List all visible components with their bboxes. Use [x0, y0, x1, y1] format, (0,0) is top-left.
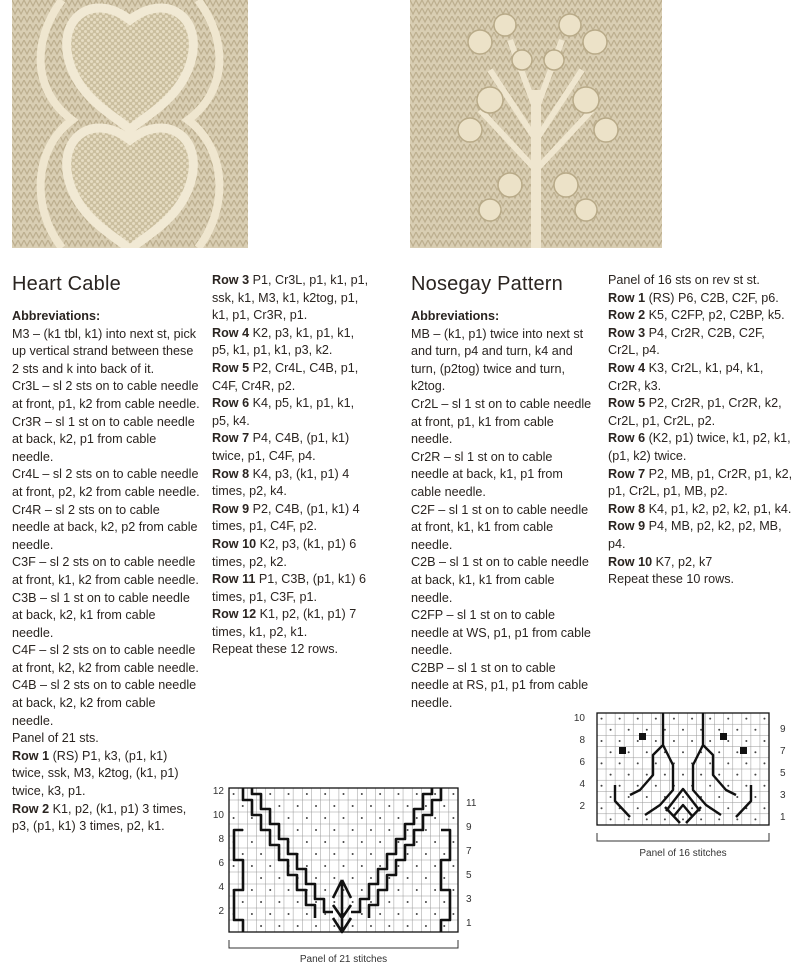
heart-chart-row-number: 5 [466, 870, 472, 881]
heart-chart-row-number: 12 [212, 786, 224, 797]
heart-panel-info: Panel of 21 sts. [12, 731, 99, 746]
nosegay-chart-row-number: 9 [780, 724, 786, 735]
heart-row-10: Row 10 K2, p3, (k1, p1) 6 times, p2, k2. [212, 536, 357, 569]
abbrev-c2fp: C2FP – sl 1 st on to cable needle at WS, p1, p1 from cable needle. [411, 608, 591, 658]
heart-row-9: Row 9 P2, C4B, (p1, k1) 4 times, p1, C4F, p2. [212, 501, 360, 534]
nosegay-column-1 [411, 272, 593, 713]
nosegay-chart-bracket [597, 833, 769, 841]
heart-cable-photo [12, 0, 248, 248]
abbrev-c4b: C4B – sl 2 sts on to cable needle at back, k2, k2 from cable needle. [12, 678, 197, 728]
nosegay-chart-row-number: 2 [579, 801, 585, 812]
heart-abbreviations-heading: Abbreviations: [12, 309, 101, 323]
nosegay-panel-info: Panel of 16 sts on rev st st. [608, 273, 760, 287]
heart-row-6: Row 6 K4, p5, k1, p1, k1, p5, k4. [212, 396, 355, 428]
abbrev-cr4l: Cr4L – sl 2 sts on to cable needle at front, p2, k2 from cable needle. [12, 467, 200, 499]
abbrev-m3: M3 – (k1 tbl, k1) into next st, pick up vertical strand between these 2 sts and k into back of it. [12, 326, 197, 376]
nosegay-chart-row-number: 3 [780, 790, 786, 801]
nosegay-chart [570, 705, 800, 870]
abbrev-c2b: C2B – sl 1 st on to cable needle at back, k1, k1 from cable needle. [411, 555, 589, 605]
heart-chart-row-number: 11 [466, 798, 477, 809]
bobble-symbol [740, 747, 747, 754]
abbrev-c2bp: C2BP – sl 1 st on to cable needle at RS, p1, p1 from cable needle. [411, 660, 589, 711]
heart-chart-row-number: 2 [218, 906, 224, 917]
nosegay-row-4: Row 4 K3, Cr2L, k1, p4, k1, Cr2R, k3. [608, 360, 764, 393]
abbrev-c3b: C3B – sl 1 st on to cable needle at back, k2, k1 from cable needle. [12, 590, 190, 640]
heart-chart-row-number: 1 [466, 918, 472, 929]
heart-row-3: Row 3 P1, Cr3L, p1, k1, p1, ssk, k1, M3, k1, k2tog, p1, k1, p1, Cr3R, p1. [212, 273, 369, 323]
nosegay-row-6: Row 6 (K2, p1) twice, k1, p2, k1, (p1, k2) twice. [608, 431, 791, 463]
heart-row-4: Row 4 K2, p3, k1, p1, k1, p5, k1, p1, k1, p3, k2. [212, 325, 355, 358]
abbrev-c2f: C2F – sl 1 st on to cable needle at front, k1, k1 from cable needle. [411, 502, 589, 552]
heart-row-7: Row 7 P4, C4B, (p1, k1) twice, p1, C4F, p4. [212, 431, 350, 463]
heart-chart-caption: Panel of 21 stitches [299, 954, 388, 965]
heart-cable-chart [214, 780, 504, 970]
nosegay-chart-left-numbers [574, 713, 586, 812]
nosegay-chart-row-number: 8 [579, 735, 585, 746]
heart-chart-row-number: 7 [466, 846, 472, 857]
nosegay-row-3: Row 3 P4, Cr2R, C2B, C2F, Cr2L, p4. [608, 325, 765, 358]
abbrev-cr3l: Cr3L – sl 2 sts on to cable needle at front, p1, k2 from cable needle. [12, 379, 200, 411]
heart-chart-bracket [229, 940, 458, 948]
heart-row-5: Row 5 P2, Cr4L, C4B, p1, C4F, Cr4R, p2. [212, 360, 359, 393]
nosegay-row-2: Row 2 K5, C2FP, p2, C2BP, k5. [608, 308, 785, 323]
heart-repeat-note: Repeat these 12 rows. [212, 642, 339, 657]
heart-chart-row-number: 3 [466, 894, 472, 905]
bobble-symbol [619, 747, 626, 754]
abbrev-mb: MB – (k1, p1) twice into next st and turn, p4 and turn, k4 and turn, (p2tog) twice and turn, k2tog. [411, 326, 584, 394]
abbrev-cr2l: Cr2L – sl 1 st on to cable needle at front, p1, k1 from cable needle. [411, 396, 592, 447]
nosegay-chart-row-number: 1 [780, 812, 786, 823]
nosegay-chart-bobbles [619, 733, 747, 754]
nosegay-chart-row-number: 7 [780, 746, 786, 757]
heart-chart-row-number: 8 [218, 834, 224, 845]
heart-chart-row-number: 10 [212, 810, 224, 821]
abbrev-cr4r: Cr4R – sl 2 sts on to cable needle at back, k2, p2 from cable needle. [12, 502, 198, 552]
nosegay-row-10: Row 10 K7, p2, k7 [608, 554, 713, 569]
heart-chart-right-numbers [466, 798, 477, 929]
bobble-symbol [639, 733, 646, 740]
heart-row-8: Row 8 K4, p3, (k1, p1) 4 times, p2, k4. [212, 466, 350, 499]
nosegay-photo [410, 0, 662, 248]
nosegay-abbreviations-heading: Abbreviations: [411, 309, 500, 323]
heart-cable-title: Heart Cable [12, 273, 121, 295]
nosegay-chart-row-number: 5 [780, 768, 786, 779]
nosegay-chart-right-numbers [780, 724, 786, 823]
heart-chart-left-numbers [213, 786, 225, 917]
heart-chart-row-number: 9 [466, 822, 472, 833]
heart-cable-column-1 [12, 272, 200, 836]
nosegay-row-5: Row 5 P2, Cr2R, p1, Cr2R, k2, Cr2L, p1, Cr2L, p2. [608, 396, 782, 428]
heart-chart-row-number: 6 [218, 858, 224, 869]
abbrev-cr3r: Cr3R – sl 1 st on to cable needle at back, k2, p1 from cable needle. [12, 414, 195, 464]
nosegay-chart-caption: Panel of 16 stitches [639, 848, 727, 859]
heart-row-12: Row 12 K1, p2, (k1, p1) 7 times, k1, p2, k1. [212, 607, 357, 639]
heart-row-11: Row 11 P1, C3B, (p1, k1) 6 times, p1, C3F, p1. [212, 572, 367, 604]
abbrev-c4f: C4F – sl 2 sts on to cable needle at front, k2, k2 from cable needle. [12, 643, 199, 675]
heart-row-1: Row 1 (RS) P1, k3, (p1, k1) twice, ssk, M3, k2tog, (k1, p1) twice, k3, p1. [12, 748, 179, 799]
nosegay-row-7: Row 7 P2, MB, p1, Cr2R, p1, k2, p1, Cr2L, p1, MB, p2. [608, 466, 793, 499]
abbrev-c3f: C3F – sl 2 sts on to cable needle at front, k1, k2 from cable needle. [12, 555, 199, 587]
nosegay-column-2 [608, 272, 794, 589]
nosegay-chart-row-number: 10 [573, 713, 585, 724]
nosegay-title: Nosegay Pattern [411, 273, 563, 295]
heart-cable-column-2 [212, 272, 372, 659]
nosegay-repeat-note: Repeat these 10 rows. [608, 572, 735, 587]
nosegay-chart-row-number: 6 [579, 757, 585, 768]
nosegay-row-1: Row 1 (RS) P6, C2B, C2F, p6. [608, 290, 779, 305]
nosegay-chart-row-number: 4 [579, 779, 585, 790]
bobble-symbol [720, 733, 727, 740]
heart-row-2: Row 2 K1, p2, (k1, p1) 3 times, p3, (p1, k1) 3 times, p2, k1. [12, 801, 187, 834]
nosegay-row-9: Row 9 P4, MB, p2, k2, p2, MB, p4. [608, 519, 782, 551]
heart-chart-row-number: 4 [218, 882, 224, 893]
nosegay-row-8: Row 8 K4, p1, k2, p2, k2, p1, k4. [608, 501, 792, 516]
abbrev-cr2r: Cr2R – sl 1 st on to cable needle at back, k1, p1 from cable needle. [411, 449, 563, 499]
